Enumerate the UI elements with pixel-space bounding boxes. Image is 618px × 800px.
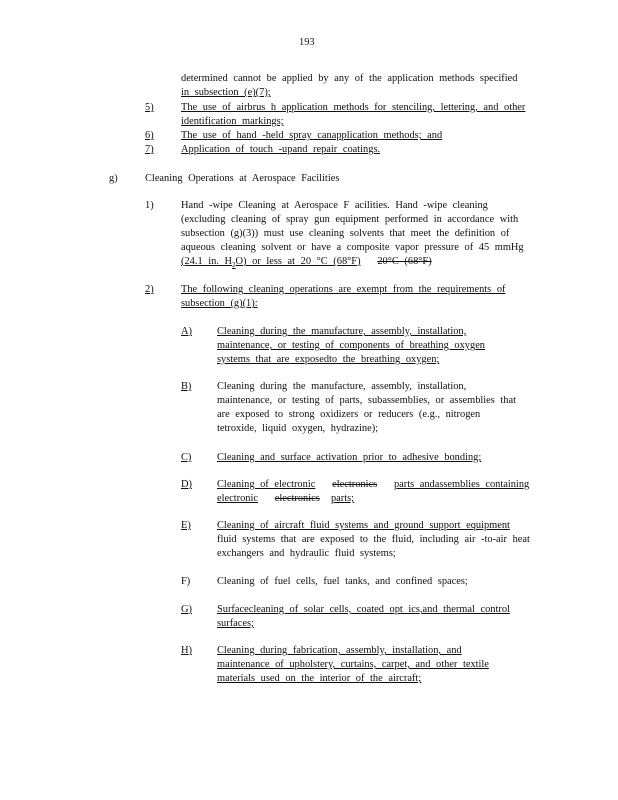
item-1-number: 1) <box>145 200 154 211</box>
subitem-g-line-2: surfaces; <box>217 618 254 629</box>
item-1-line-5 <box>181 255 432 273</box>
subitem-d-line-1-a: Cleaning of electronic <box>217 479 316 490</box>
subitem-b-line-2: maintenance, or testing of parts, subassemblies, or assemblies that <box>217 395 516 406</box>
subitem-d-line-2-a: electronic <box>217 493 258 504</box>
page-number: 193 <box>299 37 315 48</box>
subitem-f-line-1: Cleaning of fuel cells, fuel tanks, and confined spaces; <box>217 576 468 587</box>
subitem-d-line-2-strike: electronics <box>274 493 320 504</box>
item-1-line-4: aqueous cleaning solvent or have a composite vapor pressure of 45 mmHg <box>181 242 524 253</box>
subitem-d-line-2 <box>217 492 354 506</box>
item-5-line-1: The use of airbrus h application methods for stenciling, lettering, and other <box>181 102 526 113</box>
subitem-h-line-1: Cleaning during fabrication, assembly, installation, and <box>217 645 462 656</box>
subitem-e-letter: E) <box>181 520 191 531</box>
subitem-b-line-4: tetroxide, liquid oxygen, hydrazine); <box>217 423 379 434</box>
item-1-line-1: Hand -wipe Cleaning at Aerospace F acilities. Hand -wipe cleaning <box>181 200 488 211</box>
continuation-line-2: in subsection (e)(7); <box>181 87 271 98</box>
item-5-number: 5) <box>145 102 154 113</box>
subitem-g-letter: G) <box>181 604 192 615</box>
continuation-line-1: determined cannot be applied by any of the application methods specified <box>181 73 518 84</box>
item-7-number: 7) <box>145 144 154 155</box>
subitem-e-line-1: Cleaning of aircraft fluid systems and ground support equipment <box>217 520 510 531</box>
item-1-line-5-b: O) or less at 20 °C (68°F) <box>235 256 361 267</box>
subitem-b-line-1: Cleaning during the manufacture, assembly, installation, <box>217 381 467 392</box>
subitem-g-line-1: Surfacecleaning of solar cells, coated opt ics,and thermal control <box>217 604 510 615</box>
subitem-h-letter: H) <box>181 645 192 656</box>
item-1-line-3: subsection (g)(3)) must use cleaning solvents that meet the definition of <box>181 228 510 239</box>
item-1-line-2: (excluding cleaning of spray gun equipment performed in accordance with <box>181 214 519 225</box>
subitem-a-line-3: systems that are exposedto the breathing oxygen; <box>217 354 440 365</box>
item-2-number: 2) <box>145 284 154 295</box>
subitem-h-line-2: maintenance of upholstery, curtains, carpet, and other textile <box>217 659 489 670</box>
subitem-a-line-2: maintenance, or testing of components of breathing oxygen <box>217 340 485 351</box>
item-6-line-1: The use of hand -held spray canapplication methods; and <box>181 130 443 141</box>
subitem-f-letter: F) <box>181 576 191 587</box>
subitem-e-line-2: fluid systems that are exposed to the fluid, including air -to-air heat <box>217 534 530 545</box>
subitem-d-line-1-b: parts andassemblies containing <box>393 479 530 490</box>
subitem-a-line-1: Cleaning during the manufacture, assembly, installation, <box>217 326 467 337</box>
subitem-a-letter: A) <box>181 326 192 337</box>
subitem-b-letter: B) <box>181 381 192 392</box>
item-6-number: 6) <box>145 130 154 141</box>
item-1-line-5-a: (24.1 in. H <box>181 256 233 267</box>
item-5-line-2: identification markings; <box>181 116 284 127</box>
subitem-h-line-3: materials used on the interior of the aircraft; <box>217 673 422 684</box>
item-1-line-5-sub: 2 <box>232 261 236 270</box>
section-g-heading: Cleaning Operations at Aerospace Facilities <box>145 173 340 184</box>
item-2-line-2: subsection (g)(1): <box>181 298 258 309</box>
subitem-d-line-1 <box>217 478 529 492</box>
item-7-line-1: Application of touch -upand repair coatings. <box>181 144 381 155</box>
subitem-d-letter: D) <box>181 479 192 490</box>
item-2-line-1: The following cleaning operations are exempt from the requirements of <box>181 284 506 295</box>
subitem-c-line-1: Cleaning and surface activation prior to adhesive bonding; <box>217 452 482 463</box>
item-1-line-5-strike: 20°C (68°F) <box>377 256 432 267</box>
section-g-letter: g) <box>109 173 118 184</box>
subitem-e-line-3: exchangers and hydraulic fluid systems; <box>217 548 396 559</box>
subitem-d-line-1-strike: electronics <box>332 479 378 490</box>
subitem-b-line-3: are exposed to strong oxidizers or reducers (e.g., nitrogen <box>217 409 481 420</box>
subitem-d-line-2-b: parts; <box>330 493 355 504</box>
subitem-c-letter: C) <box>181 452 192 463</box>
